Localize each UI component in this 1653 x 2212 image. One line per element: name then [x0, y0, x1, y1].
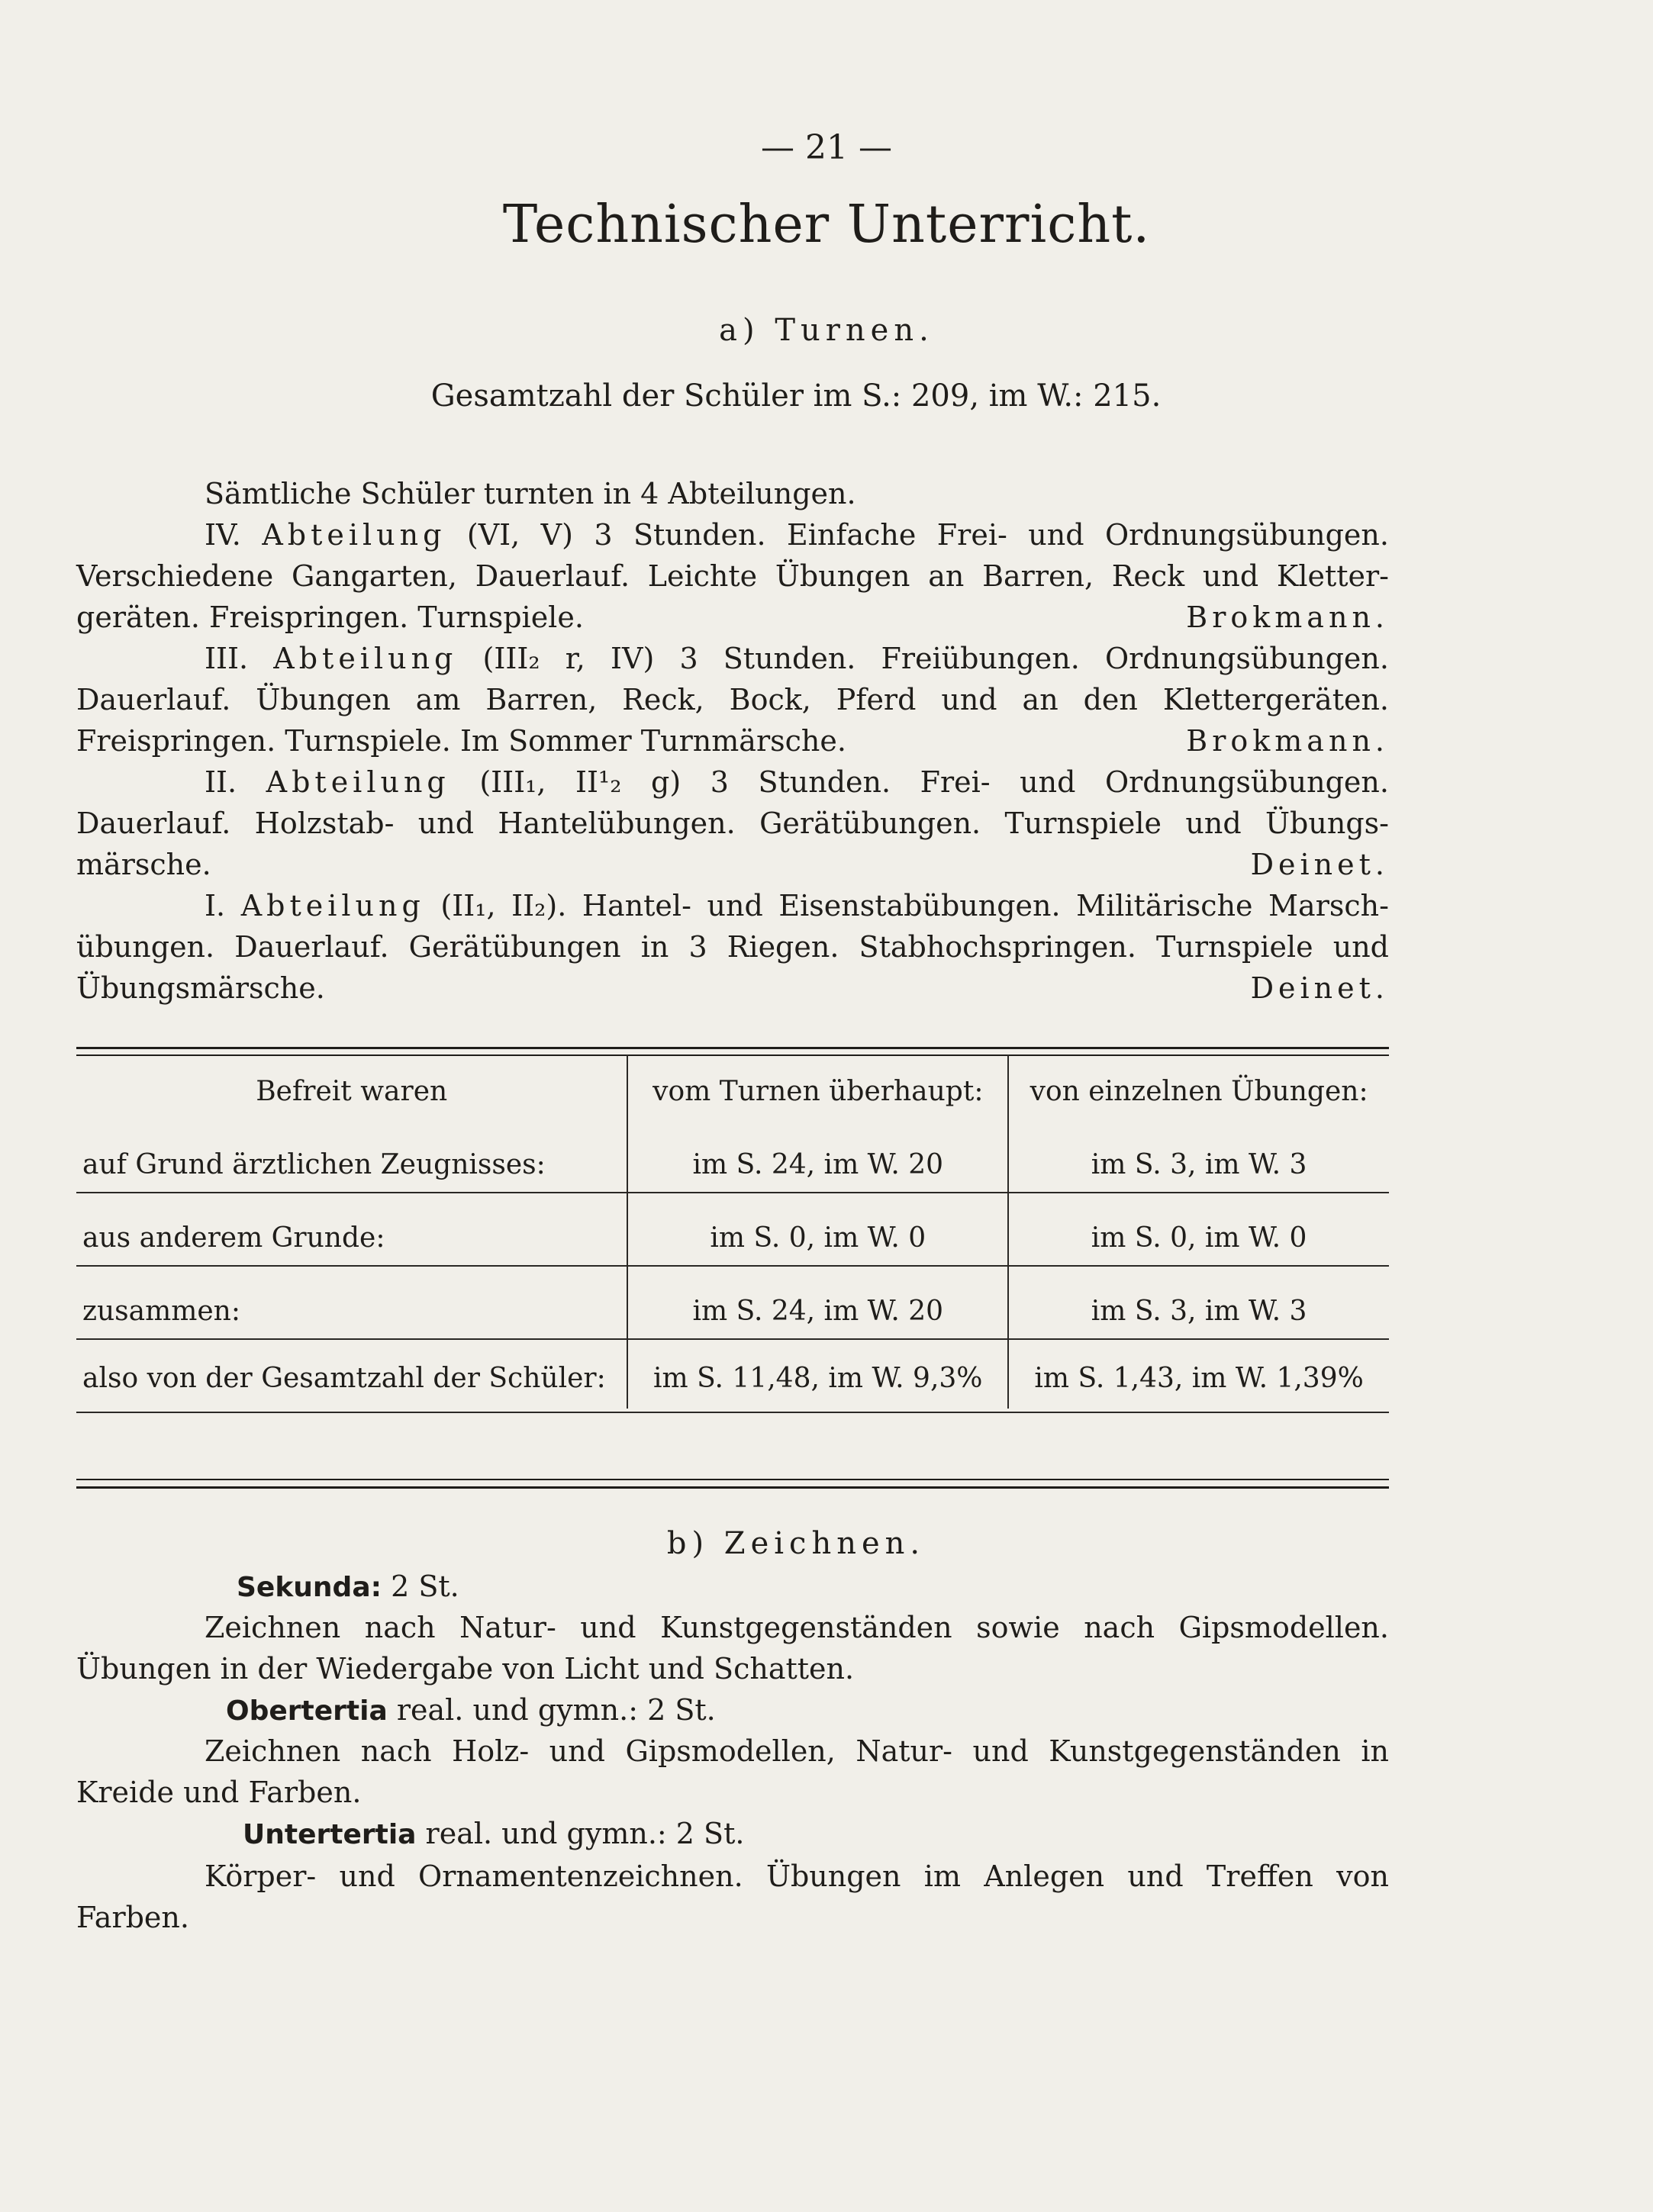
table-cell: aus anderem Grunde: [82, 1222, 385, 1254]
untertertia-heading: Untertertia real. und gymn.: 2 St. [243, 1817, 745, 1850]
obertertia-line1: Zeichnen nach Holz- und Gipsmodellen, Natur- und Kunstgegenständen in [205, 1734, 1389, 1768]
table-header: von einzelnen Übungen: [1008, 1054, 1389, 1128]
obertertia-heading: Obertertia real. und gymn.: 2 St. [226, 1693, 716, 1727]
abt1-line3: Übungsmärsche. Deinet. [76, 968, 1389, 1009]
table-row-rule [76, 1338, 1389, 1340]
page-title: Technischer Unterricht. [502, 195, 1151, 255]
table-header-row [76, 1054, 1389, 1128]
table-cell: im S. 0, im W. 0 [627, 1201, 1008, 1274]
table-row [76, 1201, 1389, 1274]
abt3-line1: III. Abteilung (III₂ r, IV) 3 Stunden. Freiübungen. Ordnungsübungen. [205, 642, 1389, 675]
abt2-teacher: Deinet. [1250, 848, 1389, 881]
table-cell: im S. 3, im W. 3 [1008, 1128, 1389, 1201]
abt2-line2: Dauerlauf. Holzstab- und Hantelübungen. Gerätübungen. Turnspiele und Übungs- [76, 807, 1389, 840]
zeichnen-heading: b) Zeichnen. [666, 1526, 926, 1561]
table-cell: im S. 24, im W. 20 [627, 1274, 1008, 1347]
table-row-rule [76, 1412, 1389, 1413]
untertertia-line2: Farben. [76, 1901, 189, 1934]
turnen-intro: Sämtliche Schüler turnten in 4 Abteilungen. [205, 477, 856, 510]
sekunda-heading: Sekunda: 2 St. [237, 1570, 459, 1603]
table-cell: im S. 24, im W. 20 [627, 1128, 1008, 1201]
table-cell: auf Grund ärztlichen Zeugnisses: [82, 1148, 546, 1180]
sekunda-line2: Übungen in der Wiedergabe von Licht und Schatten. [76, 1652, 855, 1686]
abt3-teacher: Brokmann. [1186, 724, 1389, 758]
table-cell: im S. 3, im W. 3 [1008, 1274, 1389, 1347]
table-row [76, 1347, 1389, 1409]
abt1-teacher: Deinet. [1250, 971, 1389, 1005]
abt2-line3: märsche. Deinet. [76, 844, 1389, 885]
abt4-teacher: Brokmann. [1186, 600, 1389, 634]
page-number: — 21 — [761, 128, 892, 167]
table-row-rule [76, 1265, 1389, 1267]
obertertia-line2: Kreide und Farben. [76, 1776, 362, 1809]
table-rule-top [76, 1047, 1389, 1049]
untertertia-line1: Körper- und Ornamentenzeichnen. Übungen im Anlegen und Treffen von [205, 1859, 1389, 1893]
turnen-heading: a) Turnen. [719, 313, 934, 348]
table-row-rule [76, 1192, 1389, 1193]
abt2-line1: II. Abteilung (III₁, II¹₂ g) 3 Stunden. Frei- und Ordnungsübungen. [205, 765, 1389, 799]
table-cell: also von der Gesamtzahl der Schüler: [82, 1362, 606, 1394]
table-header: Befreit waren [256, 1075, 448, 1107]
abt3-line3: Freispringen. Turnspiele. Im Sommer Turnmärsche. Brokmann. [76, 720, 1389, 761]
befreit-table [76, 1054, 1389, 1409]
table-cell: im S. 0, im W. 0 [1008, 1201, 1389, 1274]
table-cell: im S. 1,43, im W. 1,39% [1008, 1347, 1389, 1409]
table-cell: im S. 11,48, im W. 9,3% [627, 1347, 1008, 1409]
table-header: vom Turnen überhaupt: [627, 1054, 1008, 1128]
turnen-total: Gesamtzahl der Schüler im S.: 209, im W.: 215. [430, 378, 1162, 414]
table-row [76, 1274, 1389, 1347]
abt4-line1: IV. Abteilung (VI, V) 3 Stunden. Einfache Frei- und Ordnungsübungen. [205, 518, 1389, 552]
abt1-line2: übungen. Dauerlauf. Gerätübungen in 3 Riegen. Stabhochspringen. Turnspiele und [76, 930, 1389, 964]
abt4-line3: geräten. Freispringen. Turnspiele. Brokmann. [76, 597, 1389, 638]
sekunda-line1: Zeichnen nach Natur- und Kunstgegenständen sowie nach Gipsmodellen. [205, 1611, 1389, 1644]
abt3-line2: Dauerlauf. Übungen am Barren, Reck, Bock, Pferd und an den Klettergeräten. [76, 683, 1389, 716]
table-rule-bottom-inner [76, 1479, 1389, 1480]
abt1-line1: I. Abteilung (II₁, II₂). Hantel- und Eisenstabübungen. Militärische Marsch- [205, 889, 1389, 922]
table-cell: zusammen: [82, 1295, 240, 1327]
table-rule-bottom [76, 1486, 1389, 1489]
abt4-line2: Verschiedene Gangarten, Dauerlauf. Leichte Übungen an Barren, Reck und Kletter- [76, 559, 1389, 593]
table-row [76, 1128, 1389, 1201]
